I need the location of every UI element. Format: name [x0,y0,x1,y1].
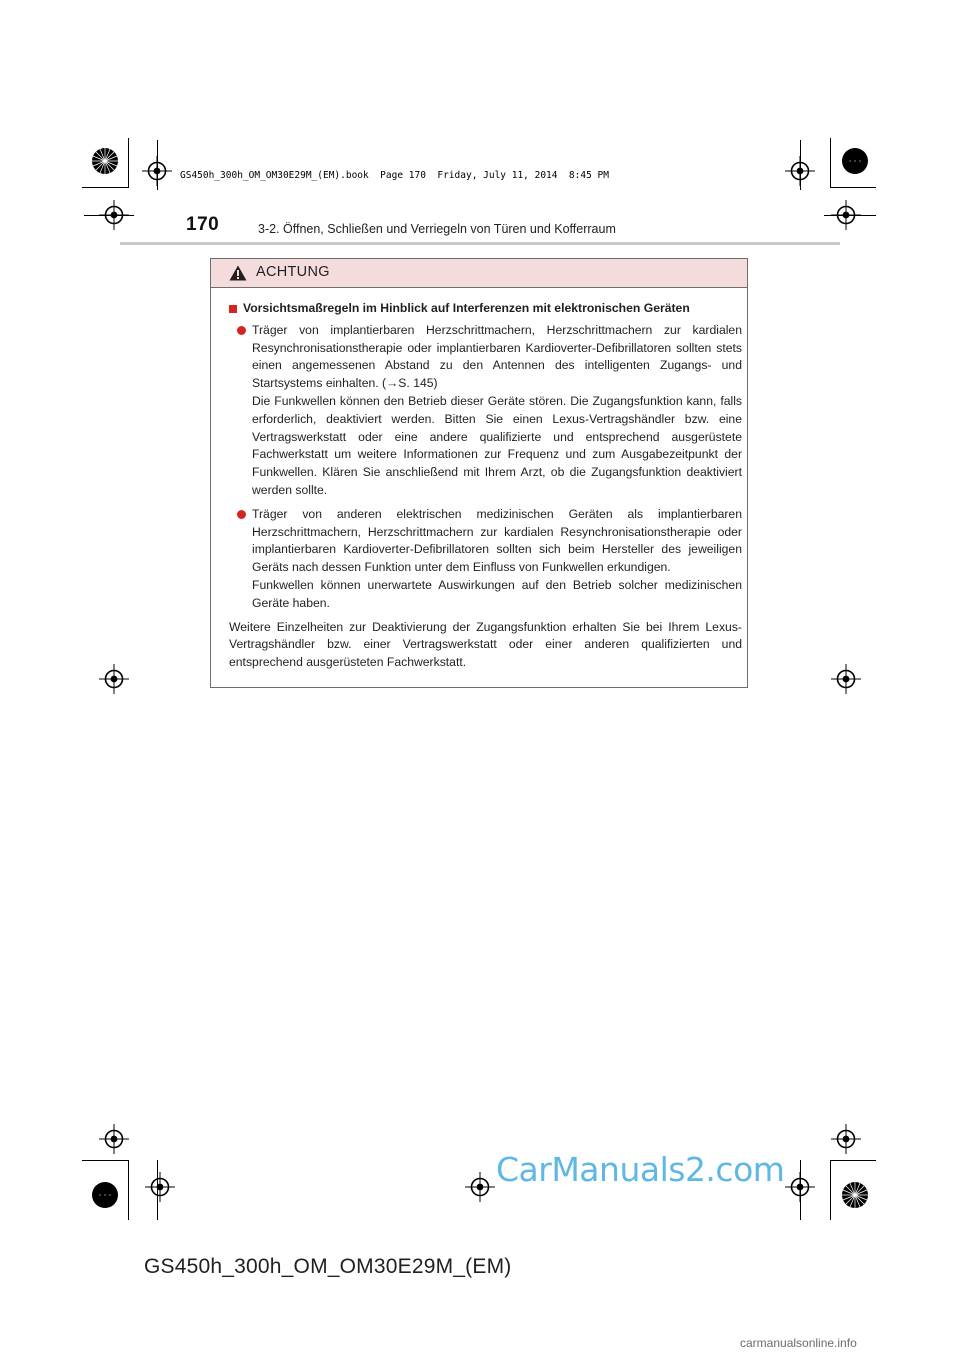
registration-mark-icon [99,664,129,694]
crop-line [84,215,134,216]
crop-line [830,1160,831,1220]
crop-line [128,1160,129,1220]
registration-mark-icon [99,1124,129,1154]
paragraph: Träger von implantierbaren Herzschrittmachern, Herzschrittmachern zur kardialen Resynchronisationstherapie oder implantierbaren Kardioverter-Defibrillatoren sollten stets einen angemessenen Abstand zu den Antennen des intelligenten Zugangs- und Startsystems einhalten. (→S. 145) [252,322,742,391]
round-bullet-icon [237,326,246,335]
list-item [237,506,742,613]
list-item-text [252,322,742,500]
footer-site-link[interactable]: carmanualsonline.info [740,1336,857,1350]
paragraph: Träger von anderen elektrischen medizinischen Geräten als implantierbaren Herzschrittmachern, Herzschrittmachern zur kardialen Resynchronisationstherapie oder implantierbaren Kardioverter-Defibrillatoren sollten sich beim Hersteller des jeweiligen Geräts nach dessen Funktion unter dem Einfluss von Funkwellen erkundigen. [252,506,742,575]
crop-line [82,1160,128,1161]
crop-line [800,140,801,190]
paragraph: Funkwellen können unerwartete Auswirkungen auf den Betrieb solcher medizinischen Geräte haben. [252,577,742,610]
registration-mark-icon [831,1124,861,1154]
list-item-text [252,506,742,613]
crop-mark-starburst-icon [90,146,120,176]
crop-line [830,138,831,188]
section-title: 3-2. Öffnen, Schließen und Verriegeln von Türen und Kofferraum [258,222,616,236]
crop-line [157,140,158,190]
warning-header [211,259,747,288]
registration-mark-icon [145,1172,175,1202]
crop-line [830,1160,876,1161]
crop-line [824,215,876,216]
crop-line [800,1160,801,1220]
crop-line [157,1160,158,1220]
square-bullet-icon [229,305,237,313]
watermark-text: CarManuals2.com [496,1150,785,1189]
section-heading-text: Vorsichtsmaßregeln im Hinblick auf Interferenzen mit elektronischen Geräten [243,301,690,315]
page-number: 170 [186,214,220,235]
closing-note: Weitere Einzelheiten zur Deaktivierung der Zugangsfunktion erhalten Sie bei Ihrem Lexus-Vertragshändler bzw. einer Vertragswerkstatt oder einer anderen qualifizierten und entsprechend ausgerüsteten Fachwerkstatt. [229,619,742,670]
registration-mark-icon [831,664,861,694]
crop-line [82,187,128,188]
crop-line [128,138,129,188]
warning-body [211,288,747,672]
header-rule [120,242,840,245]
list-item [237,322,742,500]
crop-mark-starburst-icon [840,1180,870,1210]
round-bullet-icon [237,510,246,519]
warning-title: ACHTUNG [256,264,330,280]
warning-triangle-icon [229,265,247,281]
crop-mark-dot-disc-icon [90,1180,120,1210]
footer-document-code: GS450h_300h_OM_OM30E29M_(EM) [144,1255,512,1278]
crop-mark-dot-disc-icon [840,146,870,176]
section-heading [229,300,742,318]
print-info: GS450h_300h_OM_OM30E29M_(EM).book Page 170 Friday, July 11, 2014 8:45 PM [180,170,609,181]
warning-box [210,258,748,688]
crop-line [830,187,876,188]
registration-mark-icon [465,1172,495,1202]
paragraph: Die Funkwellen können den Betrieb dieser Geräte stören. Die Zugangsfunktion kann, falls erforderlich, deaktiviert werden. Bitten Sie einen Lexus-Vertragshändler bzw. eine Vertragswerkstatt oder eine andere qualifizierte und entsprechend ausgerüstete Fachwerkstatt um weitere Informationen zur Frequenz und zum Ausgabezeitpunkt der Funkwellen. Klären Sie anschließend mit Ihrem Arzt, ob die Zugangsfunktion deaktiviert werden sollte. [252,393,742,497]
